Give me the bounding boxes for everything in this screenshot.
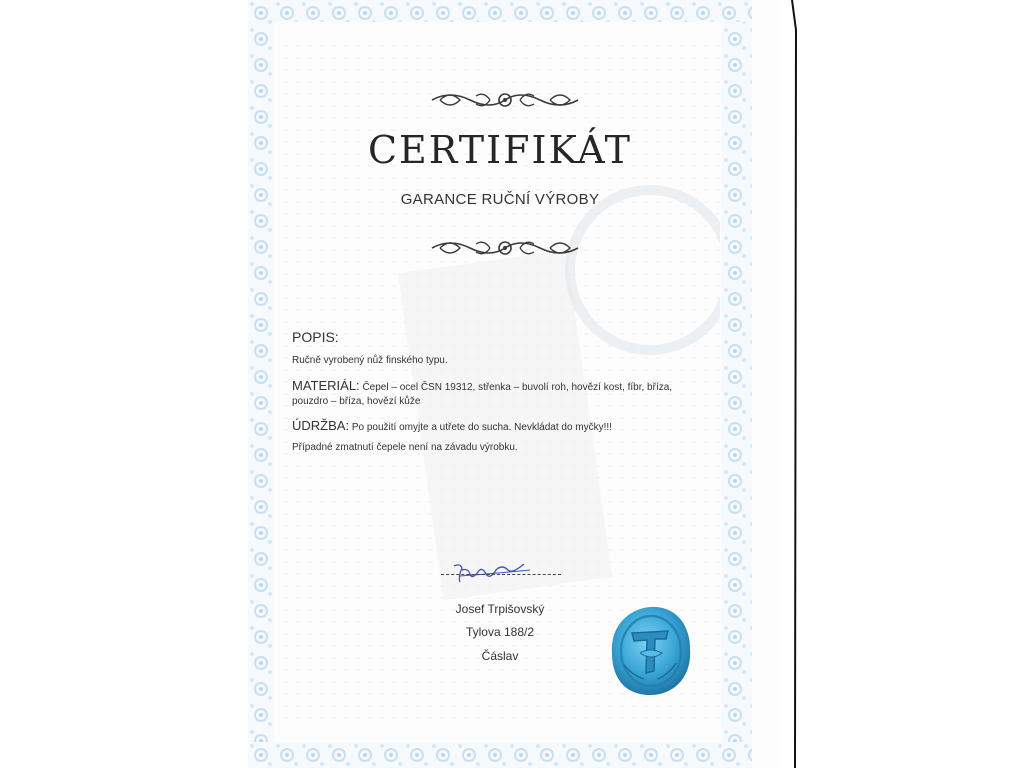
udrzba-label: ÚDRŽBA: [292,418,350,433]
address-city: Čáslav [481,649,519,663]
material-text: Čepel – ocel ČSN 19312, střenka – buvolí roh, hovězí kost, fíbr, bříza, [362,382,673,393]
decorative-border-left [248,0,274,768]
udrzba-line [292,418,612,433]
wax-seal-icon [610,605,692,697]
decorative-border-right [722,0,752,768]
certificate-title: CERTIFIKÁT [367,128,633,172]
material-line [292,378,672,393]
certificate-subtitle: GARANCE RUČNÍ VÝROBY [400,191,600,208]
ornament-bottom-icon [430,236,580,260]
popis-heading: POPIS: [292,329,339,345]
ornament-top-icon [430,88,580,112]
signatory-name: Josef Trpišovský [455,602,545,616]
material-text-continued: pouzdro – bříza, hovězí kůže [292,396,421,407]
note-text: Případné zmatnutí čepele není na závadu výrobku. [292,442,518,453]
address-street: Tylova 188/2 [465,625,535,639]
popis-text: Ručně vyrobený nůž finského typu. [292,355,448,366]
scan-edge-line [790,0,800,768]
handwritten-signature [440,562,570,590]
udrzba-text: Po použití omyjte a utřete do sucha. Nevkládat do myčky!!! [351,422,612,433]
decorative-border-top [248,0,752,22]
signature-line [441,574,561,575]
material-label: MATERIÁL: [292,378,360,393]
decorative-border-bottom [248,742,752,768]
